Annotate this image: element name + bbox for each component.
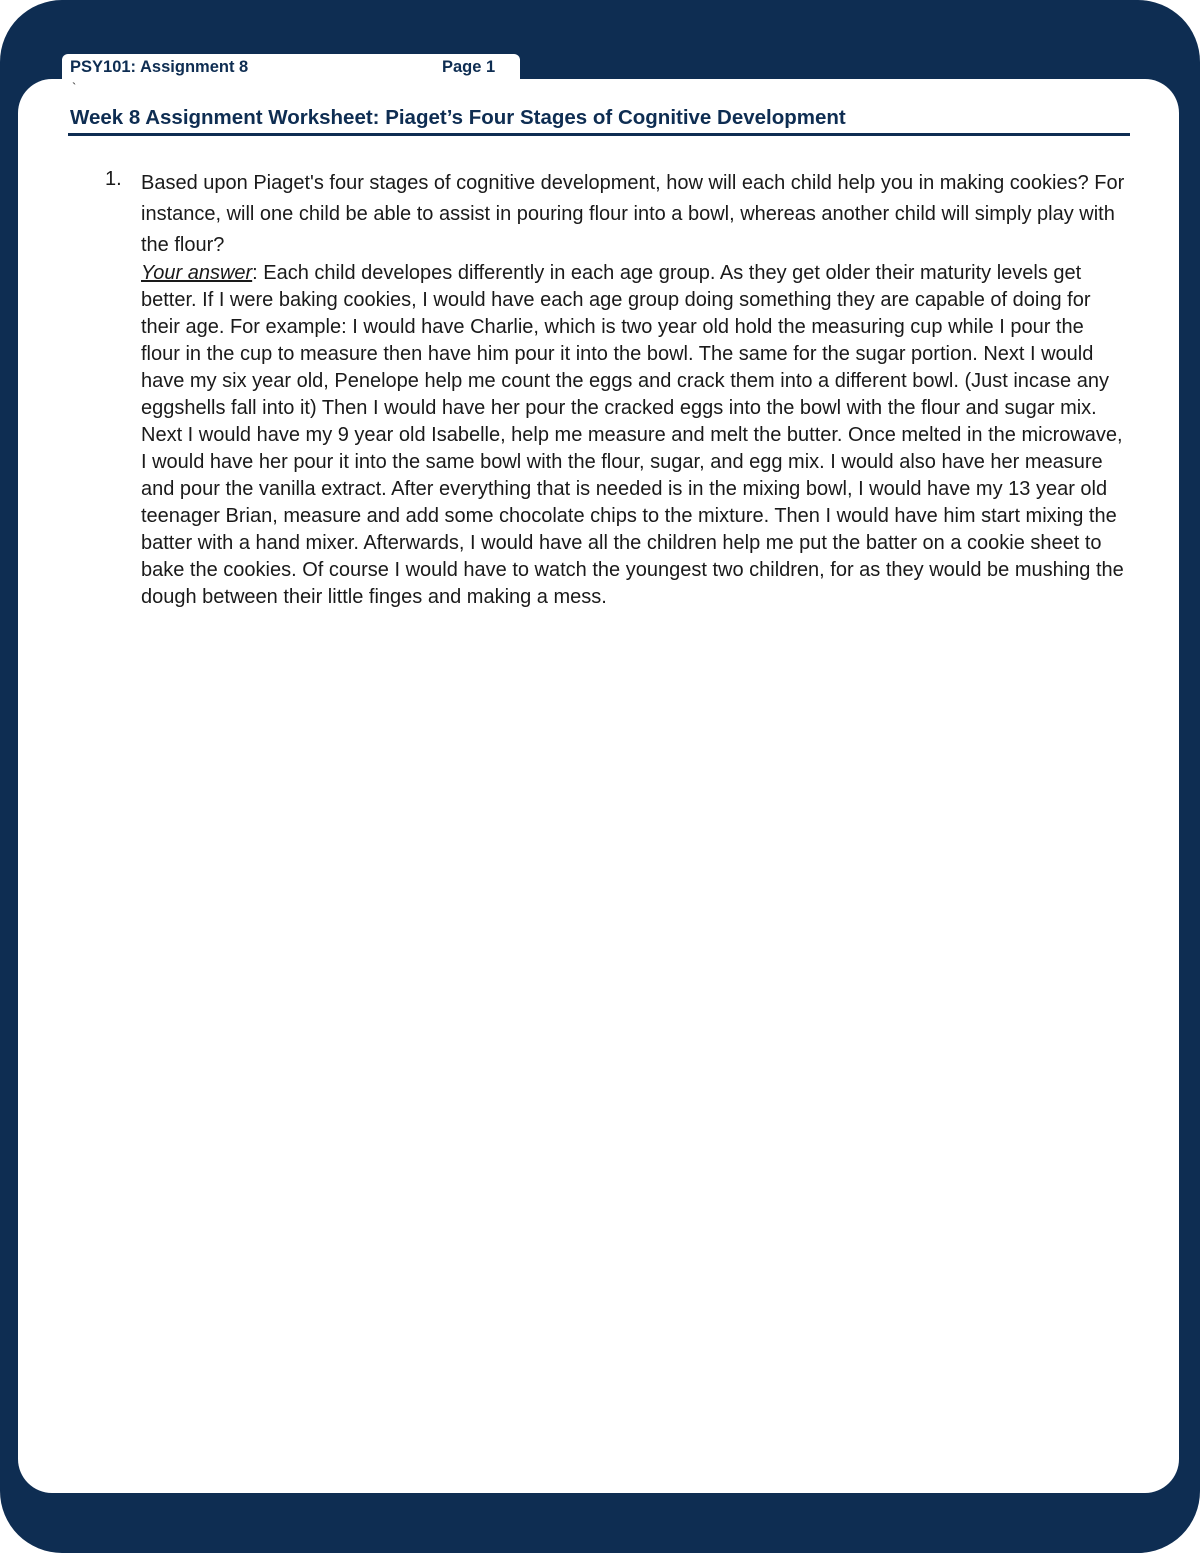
page-number: Page 1 [442,58,496,76]
question-number: 1. [105,168,122,190]
course-label: PSY101: Assignment 8 [70,58,249,76]
question-text: Based upon Piaget's four stages of cognitive development, how will each child help you in making cookies? For instance, will one child be able to assist in pouring flour into a bowl, whereas another child will simply play with the flour? [141,172,1125,256]
answer-label-colon: : [252,262,258,284]
answer-label: Your answer [141,262,253,284]
answer-text: Each child developes differently in each age group. As they get older their maturity levels get better. If I were baking cookies, I would have each age group doing something they are capable of doing for their age. For example: I would have Charlie, which is two year old hold the measuring cup while I pour the flour in the cup to measure then have him pour it into the bowl. The same for the sugar portion. Next I would have my six year old, Penelope help me count the eggs and crack them into a different bowl. (Just incase any eggshells fall into it) Then I would have her pour the cracked eggs into the bowl with the flour and sugar mix. Next I would have my 9 year old Isabelle, help me measure and melt the butter. Once melted in the microwave, I would have her pour it into the same bowl with the flour, sugar, and egg mix. I would also have her measure and pour the vanilla extract. After everything that is needed is in the mixing bowl, I would have my 13 year old teenager Brian, measure and add some chocolate chips to the mixture. Then I would have him start mixing the batter with a hand mixer. Afterwards, I would have all the children help me put the batter on a cookie sheet to bake the cookies. Of course I would have to watch the youngest two children, for as they would be mushing the dough between their little finges and making a mess. [141,262,1124,608]
stray-tick-mark: ` [72,80,77,95]
worksheet-title: Week 8 Assignment Worksheet: Piaget’s Four Stages of Cognitive Development [70,106,846,129]
running-header [70,58,530,80]
answer-block [141,260,1126,611]
title-underline-rule [68,133,1130,136]
